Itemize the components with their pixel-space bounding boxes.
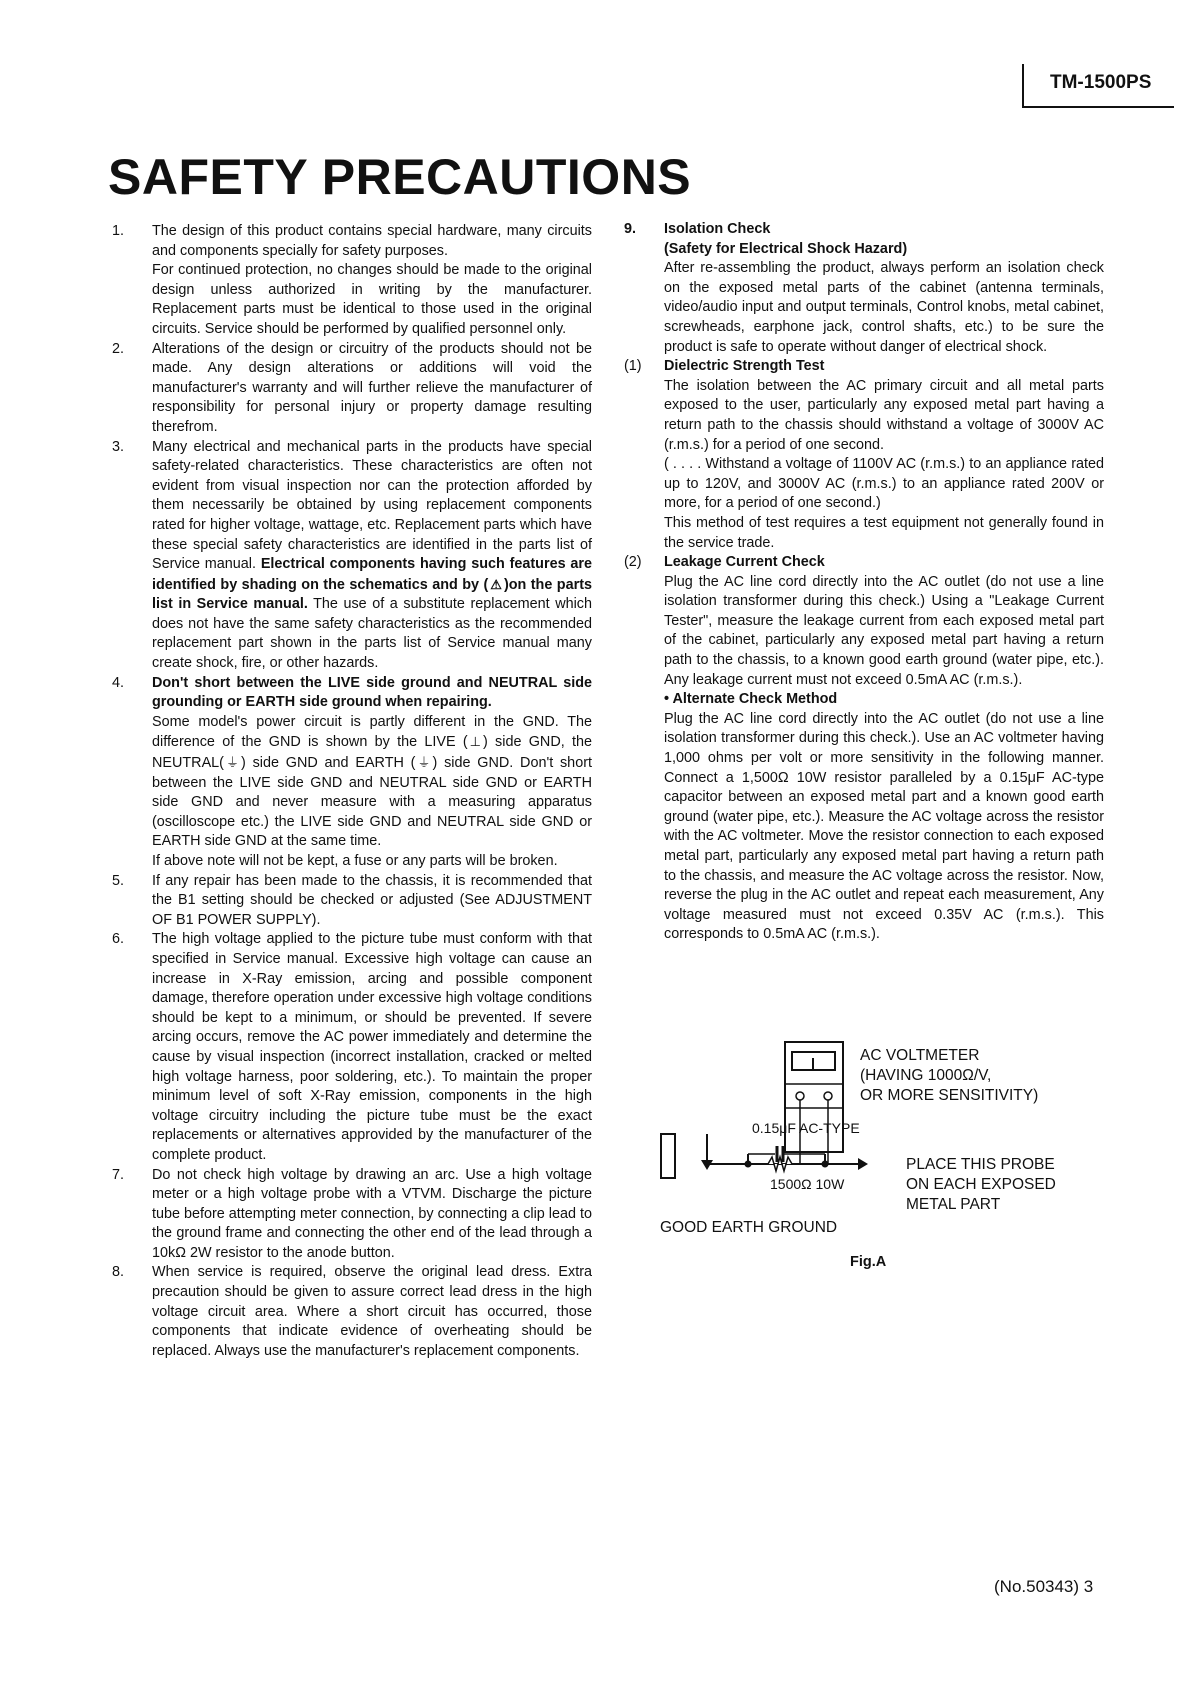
capacitor-label: 0.15μF AC-TYPE (752, 1120, 860, 1136)
item-number: 9. (624, 221, 637, 237)
item-text-plain: Many electrical and mechanical parts in the products have special safety-related characteristics. These characteristics are often not evident from visual inspection nor can the protection afforded by them necessarily be obtained by using replacement components rated for higher voltage, wattage, etc. Replacement parts which have these special safety characteristics are identified in the parts list of Service manual. (152, 438, 592, 573)
item-heading: Don't short between the LIVE side ground and NEUTRAL side grounding or EARTH side ground when repairing. (152, 674, 592, 711)
model-number: TM-1500PS (1050, 72, 1152, 93)
resistor-label: 1500Ω 10W (770, 1176, 845, 1192)
item-text: Do not check high voltage by drawing an arc. Use a high voltage meter or a high voltage probe with a VTVM. Discharge the picture tube before attempting meter connection, by connecting a clip lead to the ground frame and connecting the other end of the lead through a 10kΩ 2W resistor to the anode button. (152, 1166, 592, 1261)
terminal-left (796, 1092, 804, 1100)
precaution-item-7 (112, 1166, 592, 1264)
item-number: 5. (112, 872, 125, 889)
item-text-plain: Some model's power circuit is partly different in the GND. The difference of the GND is shown by the LIVE ( (152, 713, 592, 751)
item-text-plain: ) side GND and EARTH ( (240, 755, 416, 772)
item-heading: Leakage Current Check (664, 554, 825, 571)
item-text (152, 438, 592, 674)
page-number: (No.50343) 3 (994, 1577, 1094, 1596)
precaution-item-4 (112, 674, 592, 872)
item-text-bold: )on the parts list in Service manual. (152, 576, 592, 613)
item-text: After re-assembling the product, always perform an isolation check on the exposed metal parts of the cabinet (antenna terminals, video/audio input and output terminals, Control knobs, metal cabinet, screwheads, earphone jack, control shafts, etc.) to be sure the product is safe to operate without danger of electrical shock. (664, 260, 1104, 355)
item-text: Plug the AC line cord directly into the AC outlet (do not use a line isolation transformer during this check.) Using a "Leakage Current Tester", measure the leakage current from each exposed metal part of the cabinet, particularly any exposed metal part having a return path to the chassis, to a known good earth ground (water pipe, etc.). Any leakage current must not exceed 0.5mA AC (r.m.s.). (664, 573, 1104, 688)
figure-caption: Fig.A (850, 1254, 887, 1270)
precaution-item-1 (112, 222, 592, 340)
leakage-check (624, 553, 1104, 945)
warning-triangle-icon: ⚠ (490, 576, 502, 592)
item-number: (1) (624, 358, 642, 375)
voltmeter-label-2: (HAVING 1000Ω/V, (860, 1067, 992, 1084)
earth-ground-icon: ⏚ (417, 755, 431, 771)
live-ground-icon: ⊥ (469, 734, 481, 750)
item-number: 7. (112, 1166, 125, 1183)
item-number: 4. (112, 674, 125, 691)
item-text (152, 713, 592, 852)
left-column (112, 222, 592, 1361)
precaution-item-9 (624, 220, 1104, 357)
item-number: (2) (624, 554, 642, 571)
item-text-plain: ) side GND. Don't short between the LIVE side GND and NEUTRAL side GND or EARTH side GND and never measure with a measuring apparatus (oscilloscope etc.) the LIVE side GND and NEUTRAL side GND or EARTH side GND at the same time. (152, 755, 592, 850)
item-heading: Isolation Check (664, 221, 771, 237)
precaution-item-2 (112, 340, 592, 438)
item-number: 1. (112, 223, 125, 239)
node-dot (745, 1161, 752, 1168)
item-text: The design of this product contains special hardware, many circuits and components specially for safety purposes. (152, 223, 592, 259)
neutral-ground-icon: ⏚ (225, 755, 239, 771)
item-number: 2. (112, 340, 125, 357)
precaution-item-3 (112, 438, 592, 674)
item-number: 6. (112, 931, 125, 948)
precaution-item-5 (112, 872, 592, 931)
page-title: SAFETY PRECAUTIONS (108, 149, 692, 205)
item-text: The isolation between the AC primary circuit and all metal parts exposed to the user, particularly any exposed metal part having a return path to the chassis should withstand a voltage of 3000V AC (r.m.s.) for a period of one second. (664, 377, 1104, 453)
item-number: 8. (112, 1264, 125, 1281)
probe-label-3: METAL PART (906, 1196, 1001, 1213)
alternate-method-heading: • Alternate Check Method (664, 691, 838, 708)
item-text: The high voltage applied to the picture tube must conform with that specified in Service manual. Excessive high voltage can cause an increase in X-Ray emission, arcing and possible component damage, therefore operation under excessive high voltage conditions should be kept to a minimum, or should be prevented. If severe arcing occurs, remove the AC power immediately and determine the cause by visual inspection (incorrect installation, cracked or melted high voltage harness, poor soldering, etc.). To maintain the proper minimum level of soft X-Ray emission, components in the high voltage circuitry including the picture tube must be the exact replacements or alternatives approvided by the manufacturer of the complete product. (152, 931, 592, 1163)
item-text: Plug the AC line cord directly into the AC outlet (do not use a line isolation transformer during this check.). Use an AC voltmeter having 1,000 ohms per volt or more sensitivity in the following manner. Connect a 1,500Ω 10W resistor paralleled by a 0.15μF AC-type capacitor between an exposed metal part and a known good earth ground (water pipe, etc.). Measure the AC voltage across the resistor with the AC voltmeter. Move the resistor connection to each exposed metal part, particularly any exposed metal part having a return path to the chassis, and measure the AC voltage across the resistor. Now, reverse the plug in the AC outlet and repeat each measurement, Any voltage measured must not exceed 0.35V AC (r.m.s.). This corresponds to 0.5mA AC (r.m.s.). (664, 710, 1104, 943)
earth-ground-icon (661, 1134, 675, 1178)
precaution-item-6 (112, 930, 592, 1165)
probe-label-1: PLACE THIS PROBE (906, 1156, 1055, 1173)
ground-label: GOOD EARTH GROUND (660, 1219, 838, 1236)
item-text-plain: ) side GND, the NEUTRAL( (152, 734, 593, 772)
item-text: If any repair has been made to the chassis, it is recommended that the B1 setting should be checked or adjusted (See ADJUSTMENT OF B1 POWER SUPPLY). (152, 872, 592, 928)
voltmeter-label-1: AC VOLTMETER (860, 1047, 980, 1064)
dielectric-test (624, 357, 1104, 553)
item-text: Alterations of the design or circuitry of the products should not be made. Any design alterations or additions will void the manufacturer's warranty and will further relieve the manufacturer of responsibility for personal injury or property damage resulting therefrom. (152, 340, 592, 435)
resistor-icon (768, 1157, 792, 1171)
item-heading: (Safety for Electrical Shock Hazard) (664, 240, 908, 257)
terminal-right (824, 1092, 832, 1100)
precaution-item-8 (112, 1263, 592, 1361)
item-text: When service is required, observe the original lead dress. Extra precaution should be given to assure correct lead dress in the high voltage circuit area. Where a short circuit has occurred, those components that indicate evidence of overheating should be replaced. Always use the manufacturer's replacement components. (152, 1264, 592, 1359)
item-text: ( . . . . Withstand a voltage of 1100V AC (r.m.s.) to an appliance rated up to 120V, and 3000V AC (r.m.s.) to an appliance rated 200V or more, for a period of one second.) (664, 456, 1104, 512)
item-text-bold: Electrical components having such features are identified by shading on the schematics and by ( (152, 556, 593, 593)
right-column (624, 220, 1104, 945)
item-text: For continued protection, no changes should be made to the original design unless authorized in writing by the manufacturer. Replacement parts must be identical to those used in the original circuits. Service should be performed by qualified personnel only. (152, 262, 592, 337)
item-text-plain: The use of a substitute replacement which does not have the same safety characteristics as the recommended replacement part shown in the parts list of Service manual many create shock, fire, or other hazards. (152, 596, 592, 672)
probe-label-2: ON EACH EXPOSED (906, 1176, 1056, 1193)
probe-arrow-icon (858, 1158, 868, 1170)
item-text: If above note will not be kept, a fuse or any parts will be broken. (152, 853, 558, 869)
figure-a (660, 1040, 1100, 1280)
item-heading: Dielectric Strength Test (664, 358, 825, 375)
voltmeter-label-3: OR MORE SENSITIVITY) (860, 1087, 1039, 1104)
item-number: 3. (112, 438, 125, 455)
item-text: This method of test requires a test equipment not generally found in the service trade. (664, 514, 1104, 551)
